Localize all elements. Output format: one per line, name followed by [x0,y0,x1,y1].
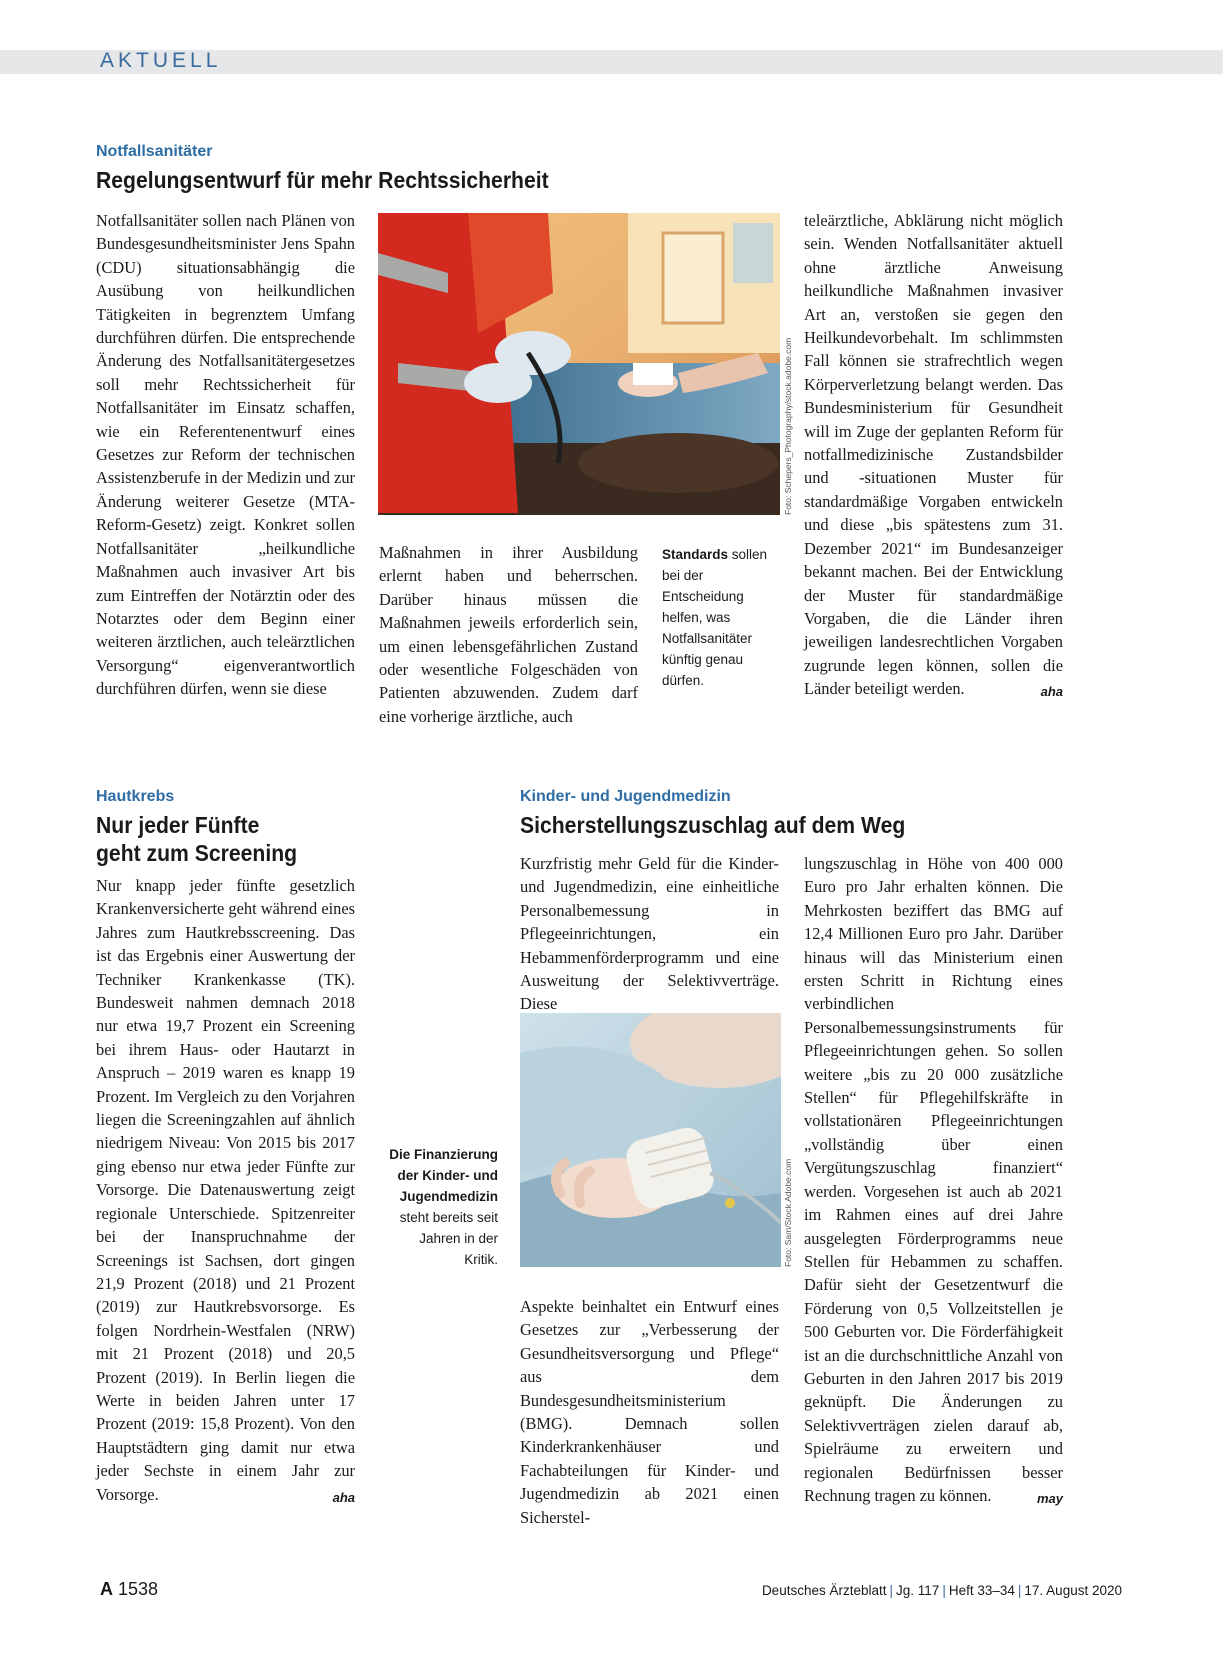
article1-caption-bold: Standards [662,547,729,562]
article3-signature: may [1036,1490,1063,1506]
article2-body [96,874,355,1509]
article1-photo-credit: Foto: Schepers_Photography/stock.adobe.com [783,337,793,515]
article3-col1-top-text: Kurzfristig mehr Geld für die Kinder- und Jugendmedizin, eine einheitliche Personalbemessung in Pflegeeinrichtungen, ein Hebammenförderprogramm und eine Ausweitung der Selektivverträge. Diese [520,854,779,1014]
journal-info: Deutsches Ärzteblatt | Jg. 117 | Heft 33–34 | 17. August 2020 [761,1583,1122,1598]
article3-caption-text: steht bereits seit Jahren in der Kritik. [399,1210,498,1267]
article1-signature: aha [1040,684,1063,700]
article1-column-1 [96,209,355,701]
article2-headline-line1: Nur jeder Fünfte [96,812,260,838]
article2-headline-line2: geht zum Screening [96,840,298,866]
article1-col3-text: teleärztliche, Abklärung nicht möglich sein. Wenden Notfallsanitäter aktuell ohne ärztliche Anweisung heilkundliche Maßnahmen invasiver Art an, verstoßen sie gegen den Heilkundevorbehalt. Im schlimmsten Fall können sie strafrechtlich wegen Körperverletzung belangt werden. Das Bundesministerium für Gesundheit will im Zuge der geplanten Reform für notfallmedizinische Zustandsbilder und -situationen Muster für standardmäßige Vorgaben entwickeln und diese „bis spätestens zum 31. Dezember 2021“ im Bundesanzeiger bekannt machen. Bei der Entwicklung der Muster für standardmäßige Vorgaben, die die Länder ihren jeweiligen landesrechtlichen Vorgaben zugrunde legen können, sollen die Länder beteiligt werden. [804,211,1063,699]
article1-col2-text: Maßnahmen in ihrer Ausbildung erlernt haben und beherrschen. Darüber hinaus müssen die Maßnahmen jeweils erforderlich sein, um einen lebensgefährlichen Zustand oder wesentliche Folgeschäden von Patienten abzuwenden. Zudem darf eine vorherige ärztliche, auch [379,543,638,726]
page-number [100,1579,158,1600]
article3-photo-credit: Foto: Sam/Stock.Adobe.com [783,1158,793,1267]
article1-headline: Regelungsentwurf für mehr Rechtssicherheit [96,167,549,193]
article1-caption-text: sollen bei der Entscheidung helfen, was Notfallsanitäter künftig genau dürfen. [662,547,768,688]
page-prefix: A [100,1579,113,1599]
article1-kicker: Notfallsanitäter [96,143,213,160]
section-label: AKTUELL [100,49,222,72]
article2-kicker: Hautkrebs [96,788,175,805]
article3-headline: Sicherstellungszuschlag auf dem Weg [520,812,906,838]
article1-col1-text: Notfallsanitäter sollen nach Plänen von Bundesgesundheitsminister Jens Spahn (CDU) situationsabhängig die Ausübung von heilkundlichen Tätigkeiten in begrenztem Umfang durchführen dürfen. Die entsprechende Änderung des Notfallsanitätergesetzes soll mehr Rechtssicherheit für Notfallsanitäter im Einsatz schaffen, wie ein Referentenentwurf eines Gesetzes zur Reform der technischen Assistenzberufe in der Medizin und zur Änderung weiterer Gesetze (MTA-Reform-Gesetz) zeigt. Konkret sollen Notfallsanitäter „heilkundliche Maßnahmen auch invasiver Art bis zum Eintreffen der Notärztin oder des Notarztes oder dem Beginn einer weiteren ärztlichen, auch teleärztlichen Versorgung“ eigenverantwortlich durchführen dürfen, wenn sie diese [96,211,355,699]
journal-name: Deutsches Ärzteblatt [761,1583,887,1598]
article1-column-2 [379,541,638,728]
article3-kicker: Kinder- und Jugendmedizin [520,788,731,805]
article3-column-1-top [520,852,779,1016]
article3-caption [384,1144,498,1270]
page-number-value: 1538 [113,1579,159,1599]
article3-photo [520,1013,781,1267]
article2-body-text: Nur knapp jeder fünfte gesetzlich Krankenversicherte geht während eines Jahres zum Hautkrebsscreening. Das ist das Ergebnis einer Auswertung der Techniker Krankenkasse (TK). Bundesweit nahmen demnach 2018 nur etwa 19,7 Prozent ein Screening bei ihrem Haus- oder Hautarzt in Anspruch – 2019 waren es knapp 19 Prozent. Im Vergleich zu den Vorjahren liegen die Screeningzahlen auf ähnlich niedrigem Niveau: Von 2015 bis 2017 ging ebenso nur etwa jeder Fünfte zur Vorsorge. Die Datenauswertung zeigt regionale Unterschiede. Spitzenreiter bei der Inanspruchnahme der Screenings ist Sachsen, dort gingen 21,9 Prozent (2018) und 21 Prozent (2019) zur Hautkrebsvorsorge. Es folgen Nordrhein-Westfalen (NRW) mit 21 Prozent (2018) und 20,5 Prozent (2019). In Berlin liegen die Werte in beiden Jahren unter 17 Prozent (2019: 15,8 Prozent). Von den Hauptstädtern ging damit nur etwa jeder Sechste in einem Jahr zur Vorsorge. [96,876,355,1504]
article3-column-1-bottom [520,1295,779,1529]
article3-column-2 [804,852,1063,1510]
journal-volume: Jg. 117 [896,1583,940,1598]
article1-photo [378,213,780,515]
journal-issue: Heft 33–34 [948,1583,1015,1598]
article3-col1-bottom-text: Aspekte beinhaltet ein Entwurf eines Gesetzes zur „Verbesserung der Gesundheitsversorgung und Pflege“ aus dem Bundesgesundheitsministerium (BMG). Demnach sollen Kinderkrankenhäuser und Fachabteilungen für Kinder- und Jugendmedizin ab 2021 einen Sicherstel- [520,1297,779,1527]
journal-date: 17. August 2020 [1024,1583,1122,1598]
article3-caption-bold: Die Finanzierung der Kinder- und Jugendmedizin [389,1147,498,1204]
article2-signature: aha [332,1489,355,1505]
article1-column-3 [804,209,1063,704]
article1-caption [662,544,788,691]
article3-col2-text: lungszuschlag in Höhe von 400 000 Euro pro Jahr erhalten können. Die Mehrkosten beziffert das BMG auf 12,4 Millionen Euro pro Jahr. Darüber hinaus will das Ministerium einen ersten Schritt in Richtung eines verbindlichen Personalbemessungsinstruments für Pflegeeinrichtungen gehen. So sollen weitere „bis zu 20 000 zusätzliche Stellen“ für Pflegehilfskräfte in vollstationären Pflegeeinrichtungen „vollständig über einen Vergütungszuschlag finanziert“ werden. Vorgesehen ist auch ab 2021 im Rahmen eines auf drei Jahre ausgelegten Förderprogramms neue Stellen für Hebammen zu schaffen. Dafür sieht der Gesetzentwurf die Förderung von 0,5 Vollzeitstellen je 500 Geburten vor. Die Förderfähigkeit ist an die durchschnittliche Anzahl von Geburten in den Jahren 2017 bis 2019 geknüpft. Die Änderungen zu Selektivverträgen zielen darauf ab, Spielräume zu erweitern und regionalen Bedürfnissen besser Rechnung tragen zu können. [804,854,1063,1505]
